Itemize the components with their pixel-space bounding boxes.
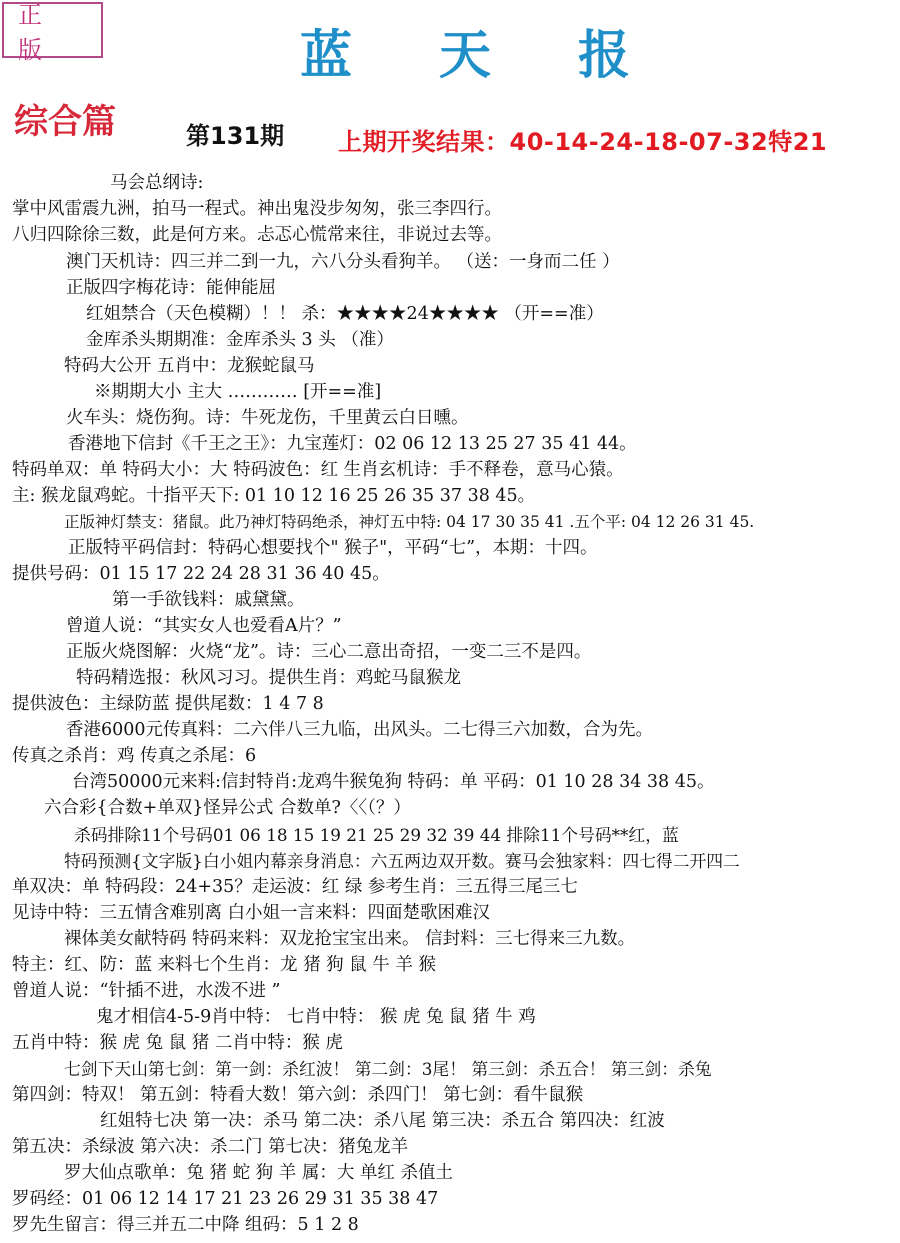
content-line: 提供号码：01 15 17 22 24 28 31 36 40 45。 bbox=[12, 564, 390, 584]
content-line: 传真之杀肖：鸡 传真之杀尾：6 bbox=[12, 746, 257, 766]
content-line: 杀码排除11个号码01 06 18 15 19 21 25 29 32 39 44 排除11个号码**红，蓝 bbox=[74, 825, 679, 845]
content-line: 澳门天机诗：四三并二到一九，六八分头看狗羊。 （送：一身而二任 ） bbox=[66, 252, 620, 272]
content-line: 正版特平码信封：特码心想要找个" 猴子"，平码“七”，本期：十四。 bbox=[68, 538, 598, 558]
content-line: 金库杀头期期准：金库杀头 3 头 （准） bbox=[86, 330, 394, 350]
masthead-char-3: 报 bbox=[577, 25, 630, 86]
content-line: 曾道人说：“针插不进，水泼不进 ” bbox=[12, 981, 281, 1001]
content-line: 特码预测{文字版}白小姐内幕亲身消息：六五两边双开数。赛马会独家料：四七得二开四二 bbox=[64, 851, 740, 871]
content-line: 五肖中特：猴 虎 兔 鼠 猪 二肖中特：猴 虎 bbox=[12, 1033, 343, 1053]
content-line: 主: 猴龙鼠鸡蛇。十指平天下: 01 10 12 16 25 26 35 37 38 45。 bbox=[12, 486, 536, 506]
content-line: 罗先生留言：得三并五二中降 组码：5 1 2 8 bbox=[12, 1215, 359, 1235]
masthead-char-1: 蓝 bbox=[300, 25, 353, 86]
content-line: 香港6000元传真料：二六伴八三九临，出风头。二七得三六加数，合为先。 bbox=[66, 720, 654, 740]
content-line: 正版火烧图解：火烧“龙”。诗：三心二意出奇招，一变二三不是四。 bbox=[66, 642, 592, 662]
content-line: 见诗中特：三五情含难别离 白小姐一言来料：四面楚歌困难汉 bbox=[12, 903, 491, 923]
last-draw-result: 上期开奖结果：40-14-24-18-07-32特21 bbox=[338, 128, 828, 156]
content-line: 第四剑：特双！ 第五剑：特看大数！第六剑：杀四门！ 第七剑：看牛鼠猴 bbox=[12, 1085, 584, 1105]
section-title: 综合篇 bbox=[14, 102, 116, 142]
content-line: 香港地下信封《千王之王》：九宝莲灯：02 06 12 13 25 27 35 41 44。 bbox=[68, 434, 637, 454]
newspaper-masthead bbox=[300, 14, 630, 86]
content-line: 特码精选报：秋风习习。提供生肖：鸡蛇马鼠猴龙 bbox=[76, 668, 461, 688]
content-line: 六合彩{合数+单双}怪异公式 合数单?〈〈（？） bbox=[44, 798, 411, 818]
content-line: 鬼才相信4-5-9肖中特： 七肖中特： 猴 虎 兔 鼠 猪 牛 鸡 bbox=[96, 1007, 536, 1027]
content-line: 台湾50000元来料:信封特肖:龙鸡牛猴兔狗 特码：单 平码：01 10 28 34 38 45。 bbox=[72, 772, 715, 792]
content-line: 特码大公开 五肖中：龙猴蛇鼠马 bbox=[64, 356, 315, 376]
content-line: 特码单双：单 特码大小：大 特码波色：红 生肖玄机诗：手不释卷，意马心猿。 bbox=[12, 460, 624, 480]
content-line: 火车头：烧伤狗。诗：牛死龙伤，千里黄云白日曛。 bbox=[66, 408, 469, 428]
content-line: 特主：红、防：蓝 来料七个生肖：龙 猪 狗 鼠 牛 羊 猴 bbox=[12, 955, 436, 975]
content-line: 八归四除徐三数，此是何方来。忐忑心慌常来往，非说过去等。 bbox=[12, 225, 502, 245]
content-line: 罗码经：01 06 12 14 17 21 23 26 29 31 35 38 47 bbox=[12, 1189, 439, 1209]
content-line: 红姐特七决 第一决：杀马 第二决：杀八尾 第三决：杀五合 第四决：红波 bbox=[100, 1111, 665, 1131]
content-line: 掌中风雷震九洲，拍马一程式。神出鬼没步匆匆，张三李四行。 bbox=[12, 199, 502, 219]
issue-number: 第131期 bbox=[186, 122, 285, 150]
content-line: 红姐禁合（天色模糊）！！ 杀：★★★★24★★★★ （开==准） bbox=[86, 304, 604, 324]
content-line: 正版神灯禁支：猪鼠。此乃神灯特码绝杀，神灯五中特: 04 17 30 35 41 .五个平: 04 12 26 31 45. bbox=[64, 513, 755, 531]
masthead-char-2: 天 bbox=[438, 25, 491, 86]
content-line: 第一手欲钱料：戚黛黛。 bbox=[112, 590, 305, 610]
content-line: 曾道人说：“其实女人也爱看A片？” bbox=[66, 616, 342, 636]
content-line: 裸体美女献特码 特码来料：双龙抢宝宝出来。 信封料：三七得来三九数。 bbox=[64, 929, 636, 949]
content-line: 单双决：单 特码段：24+35？走运波：红 绿 参考生肖：三五得三尾三七 bbox=[12, 877, 578, 897]
content-line: 正版四字梅花诗：能伸能屈 bbox=[66, 278, 276, 298]
content-line: 罗大仙点歌单：兔 猪 蛇 狗 羊 属：大 单红 杀值土 bbox=[64, 1163, 453, 1183]
official-edition-badge: 正 版 bbox=[2, 2, 103, 58]
content-line: 第五决：杀绿波 第六决：杀二门 第七决：猪兔龙羊 bbox=[12, 1137, 409, 1157]
content-line: 七剑下天山第七剑：第一剑：杀红波！ 第二剑：3尾！ 第三剑：杀五合！ 第三剑：杀兔 bbox=[64, 1059, 712, 1079]
content-line: 马会总纲诗: bbox=[110, 173, 204, 193]
content-line: 提供波色：主绿防蓝 提供尾数：1 4 7 8 bbox=[12, 694, 324, 714]
content-line: ※期期大小 主大 ………… [开==准] bbox=[94, 382, 382, 402]
